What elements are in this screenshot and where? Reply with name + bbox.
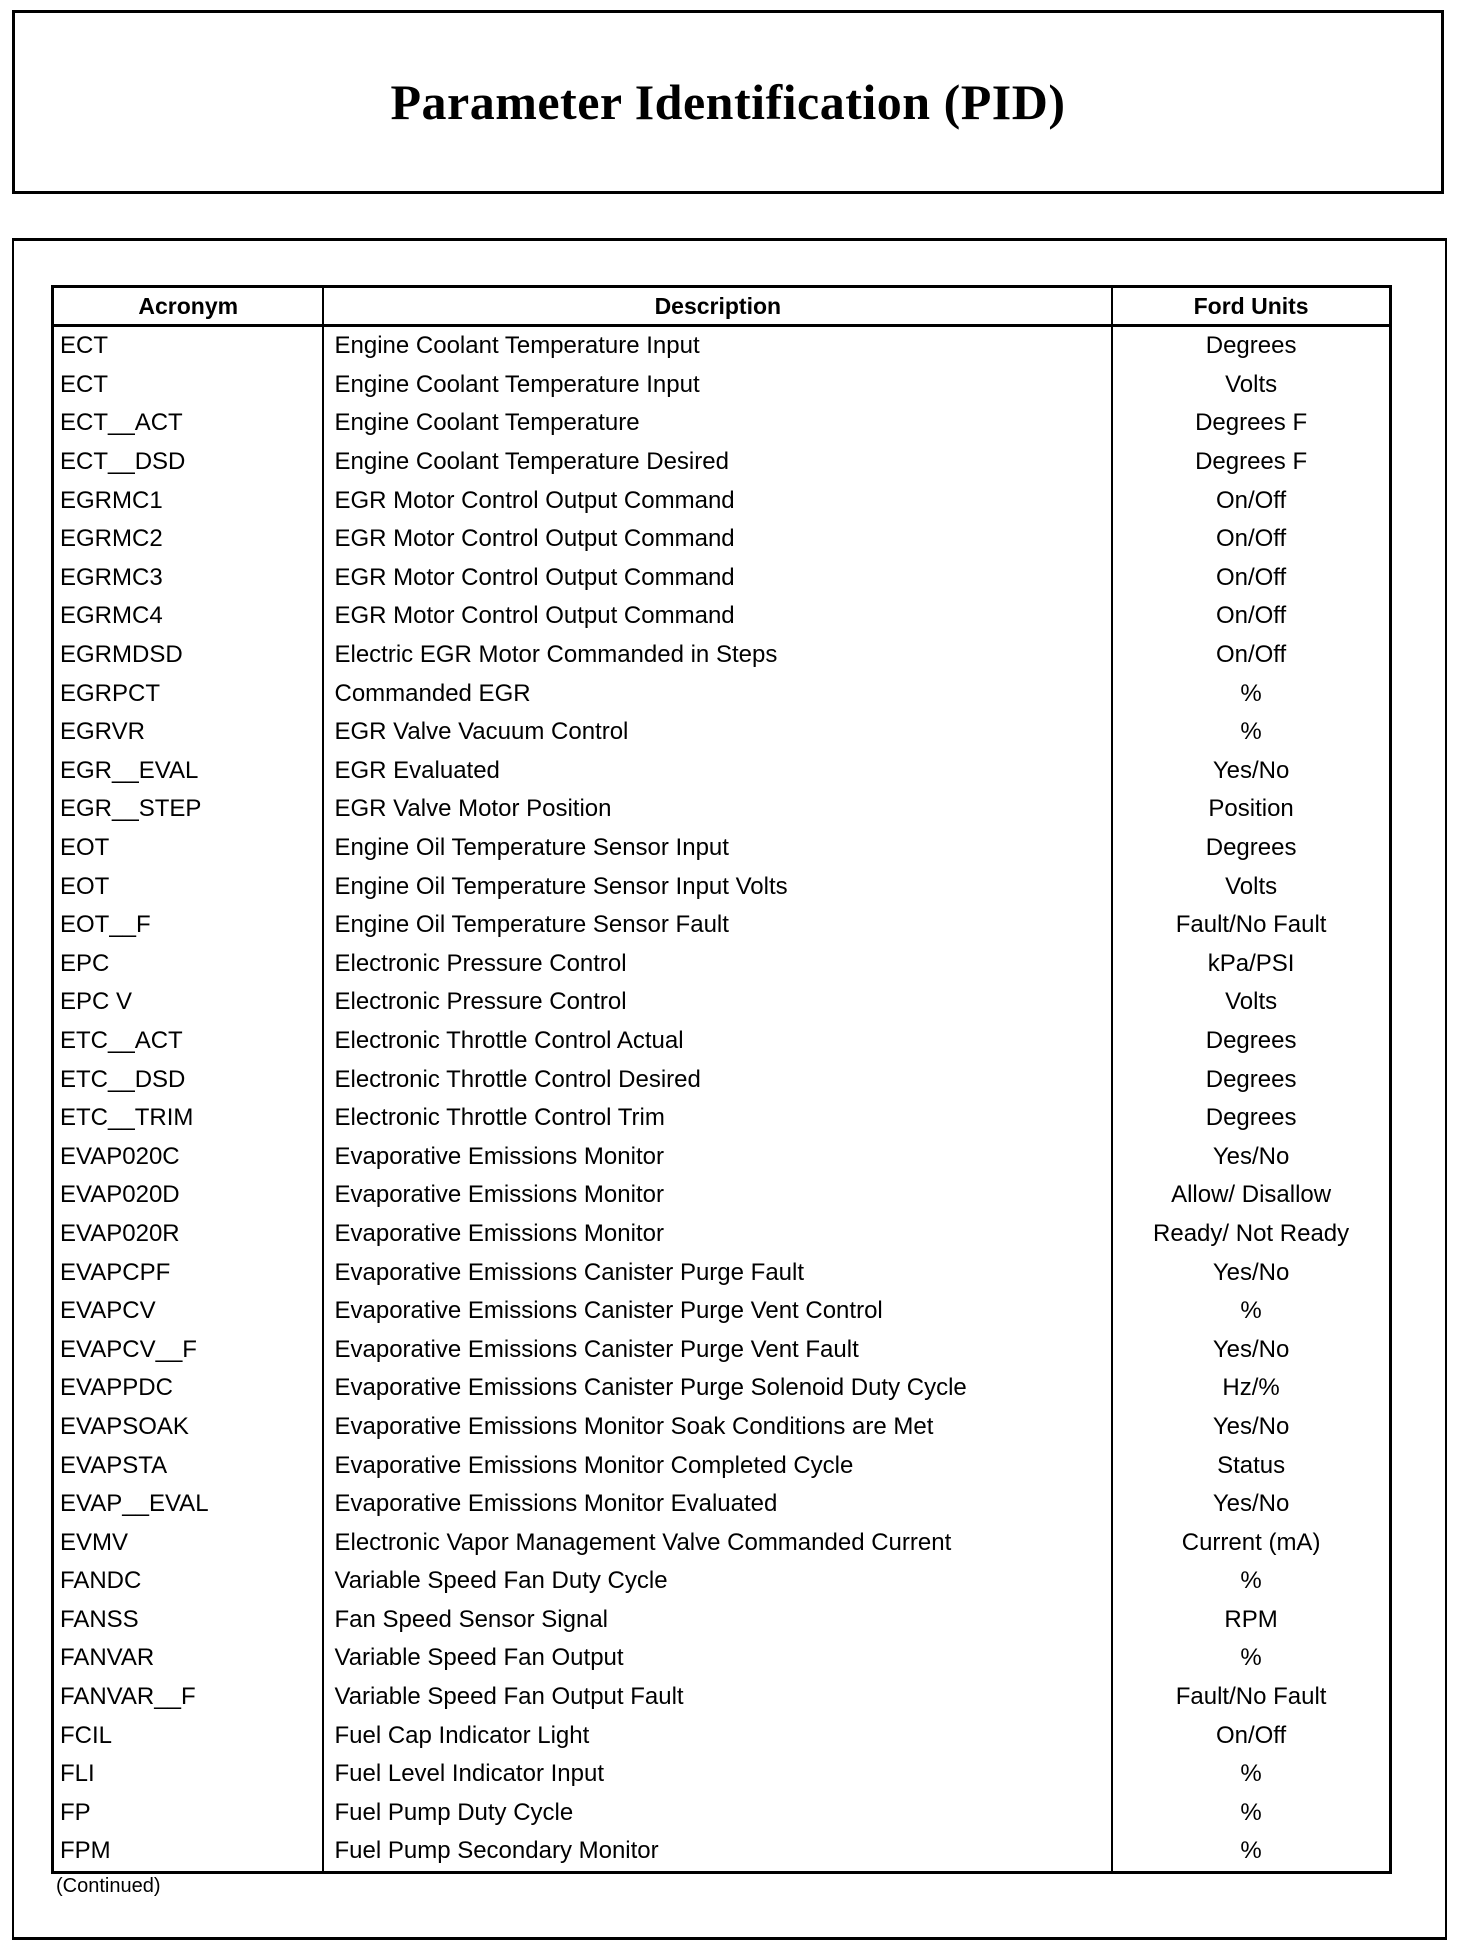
- table-row: [53, 404, 1391, 443]
- acronym-cell: EOT__F: [60, 911, 151, 939]
- pid-table: [51, 285, 1392, 1874]
- description-cell: Electronic Throttle Control Desired: [323, 1060, 1112, 1099]
- table-row: [53, 326, 1391, 366]
- table-row: [53, 1137, 1391, 1176]
- description-cell: Engine Oil Temperature Sensor Fault: [323, 906, 1112, 945]
- description-cell: Evaporative Emissions Monitor Completed Cycle: [323, 1446, 1112, 1485]
- units-cell: On/Off: [1112, 597, 1390, 636]
- acronym-cell: EGRMC1: [60, 486, 163, 514]
- units-cell: %: [1112, 1562, 1390, 1601]
- units-cell: %: [1112, 1639, 1390, 1678]
- units-cell: %: [1112, 674, 1390, 713]
- units-cell: Volts: [1112, 983, 1390, 1022]
- units-cell: %: [1112, 713, 1390, 752]
- table-row: [53, 559, 1391, 598]
- acronym-cell: ETC__ACT: [60, 1026, 183, 1054]
- table-row: [53, 1485, 1391, 1524]
- table-row: [53, 1408, 1391, 1447]
- acronym-cell: ECT: [60, 370, 108, 398]
- description-cell: EGR Valve Motor Position: [323, 790, 1112, 829]
- units-cell: Fault/No Fault: [1112, 906, 1390, 945]
- acronym-cell: FANDC: [60, 1567, 142, 1595]
- table-row: [53, 1601, 1391, 1640]
- description-cell: Evaporative Emissions Monitor Soak Conditions are Met: [323, 1408, 1112, 1447]
- acronym-cell: EVAPSTA: [60, 1451, 168, 1479]
- units-cell: Degrees: [1112, 326, 1390, 366]
- acronym-cell: EGR__STEP: [60, 795, 202, 823]
- description-cell: Engine Coolant Temperature Input: [323, 366, 1112, 405]
- units-cell: Status: [1112, 1446, 1390, 1485]
- acronym-cell: FP: [60, 1798, 91, 1826]
- units-cell: Volts: [1112, 867, 1390, 906]
- table-row: [53, 1446, 1391, 1485]
- header-description: Description: [323, 287, 1112, 326]
- units-cell: On/Off: [1112, 559, 1390, 598]
- acronym-cell: FANVAR__F: [60, 1683, 196, 1711]
- table-row: [53, 1369, 1391, 1408]
- acronym-cell: FANSS: [60, 1605, 139, 1633]
- units-cell: Ready/ Not Ready: [1112, 1215, 1390, 1254]
- table-row: [53, 597, 1391, 636]
- acronym-cell: EOT: [60, 872, 110, 900]
- acronym-cell: ETC__DSD: [60, 1065, 186, 1093]
- units-cell: %: [1112, 1292, 1390, 1331]
- table-row: [53, 1022, 1391, 1061]
- description-cell: Variable Speed Fan Output: [323, 1639, 1112, 1678]
- table-row: [53, 443, 1391, 482]
- acronym-cell: ECT: [60, 332, 108, 360]
- table-row: [53, 481, 1391, 520]
- description-cell: EGR Motor Control Output Command: [323, 520, 1112, 559]
- table-row: [53, 906, 1391, 945]
- description-cell: Engine Coolant Temperature Desired: [323, 443, 1112, 482]
- description-cell: Electronic Throttle Control Actual: [323, 1022, 1112, 1061]
- units-cell: Degrees: [1112, 1022, 1390, 1061]
- table-row: [53, 1678, 1391, 1717]
- units-cell: Yes/No: [1112, 1330, 1390, 1369]
- units-cell: Yes/No: [1112, 1253, 1390, 1292]
- acronym-cell: ETC__TRIM: [60, 1104, 194, 1132]
- description-cell: Electronic Pressure Control: [323, 983, 1112, 1022]
- units-cell: Hz/%: [1112, 1369, 1390, 1408]
- acronym-cell: EVAPSOAK: [60, 1412, 189, 1440]
- units-cell: Degrees: [1112, 1060, 1390, 1099]
- description-cell: Variable Speed Fan Duty Cycle: [323, 1562, 1112, 1601]
- table-row: [53, 1292, 1391, 1331]
- table-row: [53, 867, 1391, 906]
- units-cell: On/Off: [1112, 481, 1390, 520]
- description-cell: EGR Motor Control Output Command: [323, 597, 1112, 636]
- acronym-cell: EPC V: [60, 988, 133, 1016]
- units-cell: kPa/PSI: [1112, 945, 1390, 984]
- description-cell: Evaporative Emissions Monitor: [323, 1215, 1112, 1254]
- units-cell: On/Off: [1112, 636, 1390, 675]
- units-cell: Yes/No: [1112, 1137, 1390, 1176]
- description-cell: EGR Motor Control Output Command: [323, 559, 1112, 598]
- acronym-cell: EVAPCV: [60, 1297, 156, 1325]
- table-row: [53, 636, 1391, 675]
- table-row: [53, 1716, 1391, 1755]
- acronym-cell: ECT__ACT: [60, 409, 183, 437]
- description-cell: Engine Coolant Temperature Input: [323, 326, 1112, 366]
- description-cell: Evaporative Emissions Canister Purge Vent Fault: [323, 1330, 1112, 1369]
- acronym-cell: EVAP020C: [60, 1142, 180, 1170]
- units-cell: Position: [1112, 790, 1390, 829]
- description-cell: Electric EGR Motor Commanded in Steps: [323, 636, 1112, 675]
- table-frame: [12, 238, 1447, 1940]
- table-row: [53, 520, 1391, 559]
- description-cell: EGR Valve Vacuum Control: [323, 713, 1112, 752]
- table-row: [53, 1794, 1391, 1833]
- acronym-cell: FANVAR: [60, 1644, 155, 1672]
- table-row: [53, 674, 1391, 713]
- acronym-cell: EGRVR: [60, 718, 145, 746]
- table-row: [53, 752, 1391, 791]
- units-cell: Allow/ Disallow: [1112, 1176, 1390, 1215]
- acronym-cell: EGRMDSD: [60, 641, 183, 669]
- description-cell: Variable Speed Fan Output Fault: [323, 1678, 1112, 1717]
- table-row: [53, 790, 1391, 829]
- acronym-cell: FPM: [60, 1837, 111, 1865]
- units-cell: Degrees: [1112, 1099, 1390, 1138]
- description-cell: Evaporative Emissions Monitor: [323, 1176, 1112, 1215]
- description-cell: Electronic Pressure Control: [323, 945, 1112, 984]
- table-row: [53, 1639, 1391, 1678]
- table-row: [53, 1330, 1391, 1369]
- units-cell: Degrees: [1112, 829, 1390, 868]
- acronym-cell: EGR__EVAL: [60, 756, 199, 784]
- table-row: [53, 1832, 1391, 1872]
- table-row: [53, 1755, 1391, 1794]
- acronym-cell: EVAPCV__F: [60, 1335, 197, 1363]
- description-cell: Engine Oil Temperature Sensor Input: [323, 829, 1112, 868]
- header-row: [53, 287, 1391, 326]
- acronym-cell: EGRPCT: [60, 679, 161, 707]
- description-cell: Fuel Level Indicator Input: [323, 1755, 1112, 1794]
- table-row: [53, 1099, 1391, 1138]
- table-row: [53, 1060, 1391, 1099]
- units-cell: %: [1112, 1755, 1390, 1794]
- page-title: Parameter Identification (PID): [390, 74, 1066, 130]
- units-cell: Yes/No: [1112, 1408, 1390, 1447]
- units-cell: Yes/No: [1112, 752, 1390, 791]
- units-cell: %: [1112, 1832, 1390, 1872]
- units-cell: Fault/No Fault: [1112, 1678, 1390, 1717]
- description-cell: Electronic Throttle Control Trim: [323, 1099, 1112, 1138]
- acronym-cell: EVMV: [60, 1528, 129, 1556]
- table-row: [53, 1562, 1391, 1601]
- units-cell: On/Off: [1112, 1716, 1390, 1755]
- units-cell: %: [1112, 1794, 1390, 1833]
- table-row: [53, 983, 1391, 1022]
- acronym-cell: EVAP__EVAL: [60, 1490, 209, 1518]
- description-cell: Commanded EGR: [323, 674, 1112, 713]
- title-box: [12, 10, 1444, 194]
- table-row: [53, 1176, 1391, 1215]
- table-row: [53, 366, 1391, 405]
- acronym-cell: ECT__DSD: [60, 448, 186, 476]
- description-cell: Electronic Vapor Management Valve Commanded Current: [323, 1523, 1112, 1562]
- units-cell: On/Off: [1112, 520, 1390, 559]
- continued-note: (Continued): [56, 1875, 161, 1897]
- description-cell: Fan Speed Sensor Signal: [323, 1601, 1112, 1640]
- description-cell: Engine Oil Temperature Sensor Input Volts: [323, 867, 1112, 906]
- description-cell: Fuel Pump Duty Cycle: [323, 1794, 1112, 1833]
- description-cell: EGR Motor Control Output Command: [323, 481, 1112, 520]
- description-cell: Evaporative Emissions Monitor: [323, 1137, 1112, 1176]
- acronym-cell: EPC: [60, 949, 110, 977]
- table-row: [53, 1253, 1391, 1292]
- description-cell: Fuel Pump Secondary Monitor: [323, 1832, 1112, 1872]
- table-row: [53, 1215, 1391, 1254]
- description-cell: Evaporative Emissions Canister Purge Fault: [323, 1253, 1112, 1292]
- acronym-cell: FCIL: [60, 1721, 113, 1749]
- table-row: [53, 1523, 1391, 1562]
- units-cell: Volts: [1112, 366, 1390, 405]
- description-cell: Engine Coolant Temperature: [323, 404, 1112, 443]
- units-cell: Degrees F: [1112, 443, 1390, 482]
- acronym-cell: EGRMC2: [60, 525, 163, 553]
- header-acronym: Acronym: [53, 287, 324, 326]
- units-cell: RPM: [1112, 1601, 1390, 1640]
- description-cell: Evaporative Emissions Canister Purge Solenoid Duty Cycle: [323, 1369, 1112, 1408]
- table-row: [53, 713, 1391, 752]
- description-cell: Fuel Cap Indicator Light: [323, 1716, 1112, 1755]
- units-cell: Current (mA): [1112, 1523, 1390, 1562]
- description-cell: Evaporative Emissions Monitor Evaluated: [323, 1485, 1112, 1524]
- units-cell: Yes/No: [1112, 1485, 1390, 1524]
- description-cell: Evaporative Emissions Canister Purge Vent Control: [323, 1292, 1112, 1331]
- description-cell: EGR Evaluated: [323, 752, 1112, 791]
- table-row: [53, 829, 1391, 868]
- table-row: [53, 945, 1391, 984]
- acronym-cell: EOT: [60, 834, 110, 862]
- acronym-cell: FLI: [60, 1760, 95, 1788]
- units-cell: Degrees F: [1112, 404, 1390, 443]
- acronym-cell: EVAPCPF: [60, 1258, 171, 1286]
- acronym-cell: EVAP020D: [60, 1181, 180, 1209]
- acronym-cell: EVAP020R: [60, 1219, 180, 1247]
- acronym-cell: EGRMC3: [60, 563, 163, 591]
- acronym-cell: EGRMC4: [60, 602, 163, 630]
- header-units: Ford Units: [1112, 287, 1390, 326]
- acronym-cell: EVAPPDC: [60, 1374, 173, 1402]
